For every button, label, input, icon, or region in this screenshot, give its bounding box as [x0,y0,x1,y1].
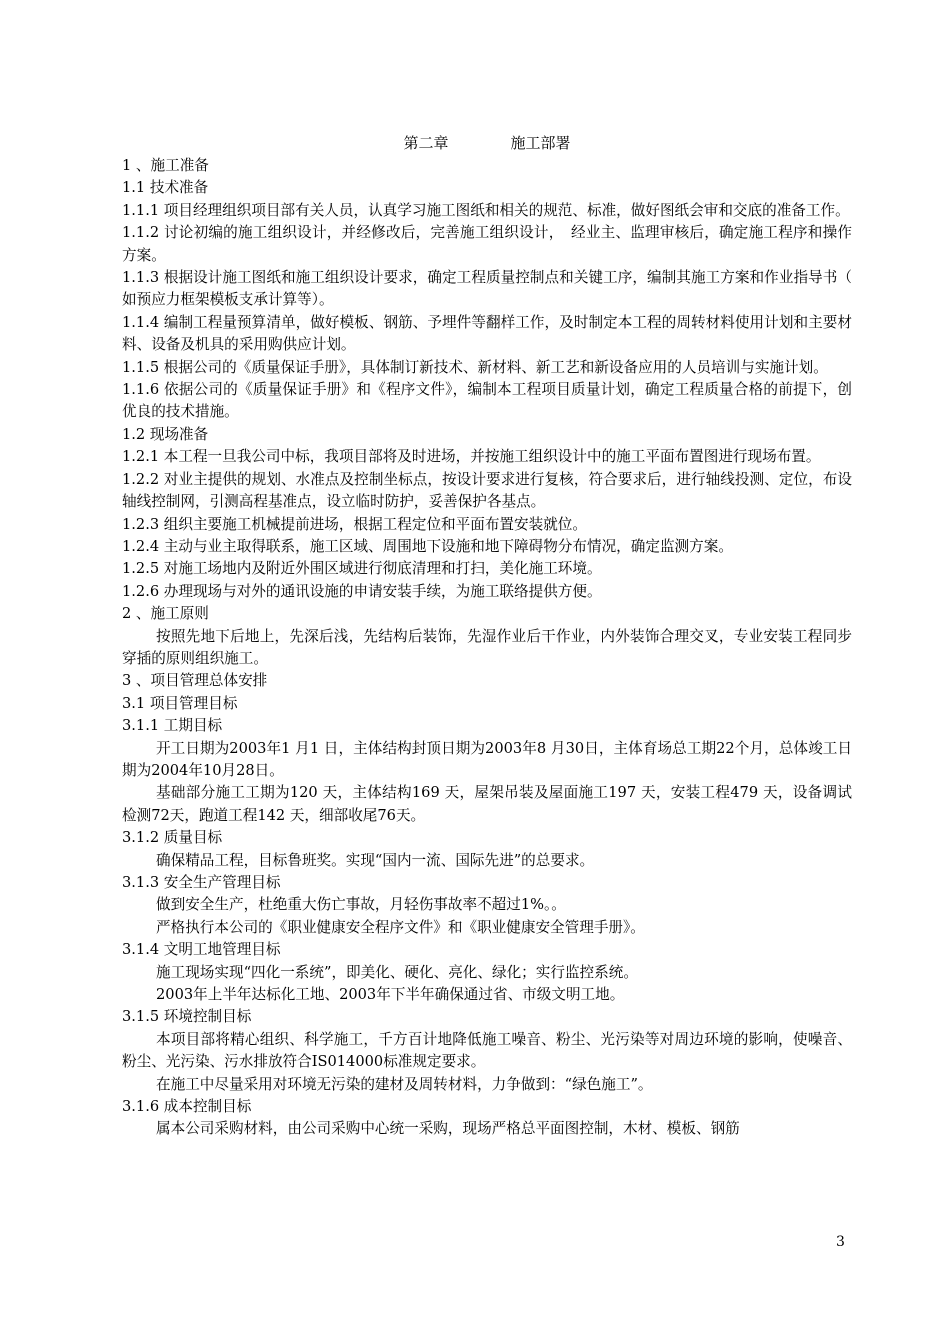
paragraph-line: 1.2.1 本工程一旦我公司中标，我项目部将及时进场，并按施工组织设计中的施工平面布置图进行现场布置。 [122,448,821,466]
paragraph-line: 3.1.4 文明工地管理目标 [122,941,281,959]
paragraph-line: 1.2.4 主动与业主取得联系，施工区域、周围地下设施和地下障碍物分布情况，确定监测方案。 [122,537,733,555]
paragraph-line: 1.1.6 依据公司的《质量保证手册》和《程序文件》，编制本工程项目质量计划，确定工程质量合格的前提下，创优良的技术措施。 [122,381,852,421]
paragraph-line: 1.1.2 讨论初编的施工组织设计，并经修改后，完善施工组织设计， 经业主、监理审核后，确定施工程序和操作方案。 [122,224,852,264]
paragraph-line: 1.1 技术准备 [122,179,209,197]
chapter-title: 施工部署 [510,134,571,152]
paragraph-line: 基础部分施工工期为120 天，主体结构169 天，屋架吊装及屋面施工197 天，安装工程479 天，设备调试检测72天，跑道工程142 天，细部收尾76天。 [122,784,852,824]
paragraph-line: 1.1.1 项目经理组织项目部有关人员，认真学习施工图纸和相关的规范、标准，做好图纸会审和交底的准备工作。 [122,201,850,219]
paragraph-line: 3.1 项目管理目标 [122,694,238,712]
paragraph-line: 3.1.6 成本控制目标 [122,1098,252,1116]
paragraph-line: 3.1.2 质量目标 [122,829,223,847]
paragraph-line: 做到安全生产，杜绝重大伤亡事故，月轻伤事故率不超过1%。。 [156,896,566,914]
chapter-heading [122,132,852,154]
paragraph-line: 2 、施工原则 [122,605,209,623]
paragraph-line: 1.2.3 组织主要施工机械提前进场，根据工程定位和平面布置安装就位。 [122,515,587,533]
paragraph-line: 施工现场实现“四化一系统”，即美化、硬化、亮化、绿化；实行监控系统。 [156,963,638,981]
document-body [122,155,852,1141]
paragraph-line: 在施工中尽量采用对环境无污染的建材及周转材料，力争做到：“绿色施工”。 [156,1075,653,1093]
paragraph-line: 1.1.4 编制工程量预算清单，做好模板、钢筋、予埋件等翻样工作，及时制定本工程的周转材料使用计划和主要材料、设备及机具的采用购供应计划。 [122,313,852,354]
paragraph-line: 1.1.5 根据公司的《质量保证手册》，具体制订新技术、新材料、新工艺和新设备应用的人员培训与实施计划。 [122,358,828,376]
paragraph-line: 1.2.5 对施工场地内及附近外围区域进行彻底清理和打扫，美化施工环境。 [122,560,602,578]
paragraph-line: 3.1.5 环境控制目标 [122,1008,252,1026]
page-number: 3 [836,1234,845,1250]
paragraph-line: 属本公司采购材料，由公司采购中心统一采购，现场严格总平面图控制，木材、模板、钢筋 [156,1120,740,1138]
paragraph-line: 3.1.3 安全生产管理目标 [122,874,281,891]
paragraph-line: 严格执行本公司的《职业健康安全程序文件》和《职业健康安全管理手册》。 [156,918,645,936]
paragraph-line: 1 、施工准备 [122,157,209,174]
paragraph-line: 1.2.2 对业主提供的规划、水准点及控制坐标点，按设计要求进行复核，符合要求后，进行轴线投测、定位，布设轴线控制网，引测高程基准点，设立临时防护，妥善保护各基点。 [122,470,852,511]
paragraph-line: 1.1.3 根据设计施工图纸和施工组织设计要求，确定工程质量控制点和关键工序，编制其施工方案和作业指导书（ 如预应力框架模板支承计算等）。 [122,269,852,309]
paragraph-line: 确保精品工程，目标鲁班奖。实现“国内一流、国际先进”的总要求。 [156,851,595,869]
paragraph-line: 3.1.1 工期目标 [122,717,223,735]
document-page [122,132,852,1141]
paragraph-line: 2003年上半年达标化工地、2003年下半年确保通过省、市级文明工地。 [156,986,625,1004]
paragraph-line: 1.2 现场准备 [122,425,209,443]
chapter-number: 第二章 [403,134,449,152]
paragraph-line: 本项目部将精心组织、科学施工，千方百计地降低施工噪音、粉尘、光污染等对周边环境的影响，使噪音、粉尘、光污染、污水排放符合IS014000标准规定要求。 [122,1030,852,1071]
paragraph-line: 1.2.6 办理现场与对外的通讯设施的申请安装手续，为施工联络提供方便。 [122,582,602,600]
paragraph-line: 开工日期为2003年1 月1 日，主体结构封顶日期为2003年8 月30日，主体育场总工期22个月，总体竣工日期为2004年10月28日。 [122,739,852,779]
paragraph-line: 按照先地下后地上，先深后浅，先结构后装饰，先湿作业后干作业，内外装饰合理交叉，专业安装工程同步穿插的原则组织施工。 [122,627,852,667]
paragraph-line: 3 、项目管理总体安排 [122,672,268,690]
